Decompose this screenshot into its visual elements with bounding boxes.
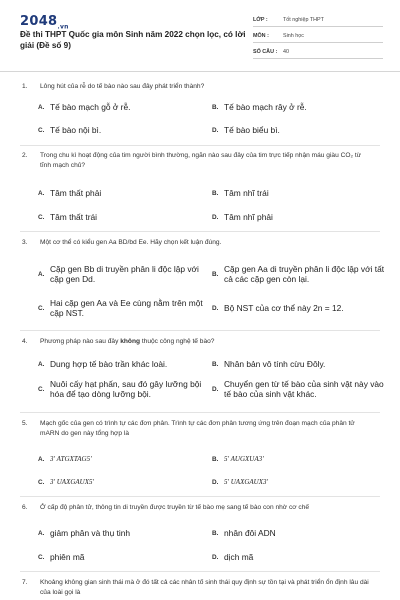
option-text: Dung hợp tế bào trần khác loài. bbox=[50, 359, 168, 369]
option-letter: A. bbox=[38, 189, 45, 197]
question-6-option-c[interactable] bbox=[38, 552, 84, 562]
option-text: Tế bào nội bì. bbox=[50, 125, 102, 135]
option-text: 5' UAXGAUX3' bbox=[224, 478, 269, 486]
option-text: 3' UAXGAUX5' bbox=[50, 478, 95, 486]
option-text: Tâm thất trái bbox=[50, 212, 98, 222]
question-text-pre: Phương pháp nào sau đây bbox=[40, 338, 121, 345]
question-divider bbox=[20, 330, 380, 331]
question-text-post: thuộc công nghệ tế bào? bbox=[140, 338, 215, 345]
question-1-stem bbox=[22, 82, 372, 92]
question-text: Trong chu kì hoạt động của tim người bình thường, ngăn nào sau đây của tim trực tiếp nhận máu giàu CO₂ từ tĩnh mạch chủ? bbox=[40, 152, 362, 169]
option-text: Cặp gen Aa di truyền phân li độc lập với tất cả các cặp gen còn lại. bbox=[224, 264, 385, 284]
option-text: Chuyển gen từ tế bào của sinh vật này vào tế bào của sinh vật khác. bbox=[224, 379, 384, 399]
option-letter: B. bbox=[212, 360, 219, 368]
option-letter: C. bbox=[38, 126, 45, 134]
question-number: 4. bbox=[22, 338, 28, 345]
question-5-stem bbox=[22, 419, 372, 439]
question-2-option-c[interactable] bbox=[38, 212, 97, 222]
question-2-option-d[interactable] bbox=[212, 212, 273, 222]
option-text: Cặp gen Bb di truyền phân li độc lập với cặp gen Dd. bbox=[50, 264, 199, 284]
option-text: Tế bào mạch rây ở rễ. bbox=[224, 102, 307, 112]
exam-header bbox=[0, 0, 400, 68]
option-letter: C. bbox=[38, 385, 45, 393]
option-text: Hai cặp gen Aa và Ee cùng nằm trên một cặp NST. bbox=[50, 298, 203, 318]
question-divider bbox=[20, 231, 380, 232]
question-1-option-c[interactable] bbox=[38, 125, 101, 135]
option-text: Tâm nhĩ phải bbox=[224, 212, 273, 222]
question-5-option-a[interactable] bbox=[38, 454, 92, 464]
option-text: 3' ATGXTAG5' bbox=[50, 455, 92, 463]
meta-row-class bbox=[253, 13, 383, 27]
option-letter: C. bbox=[38, 553, 45, 561]
option-text: nhân đôi ADN bbox=[224, 528, 276, 538]
question-6-option-d[interactable] bbox=[212, 552, 253, 562]
option-text: Bộ NST của cơ thể này 2n = 12. bbox=[224, 303, 344, 313]
header-divider bbox=[0, 71, 400, 72]
question-1-option-d[interactable] bbox=[212, 125, 280, 135]
question-5-option-c[interactable] bbox=[38, 477, 94, 487]
option-text: Tế bào mạch gỗ ở rễ. bbox=[50, 102, 131, 112]
option-letter: D. bbox=[212, 553, 219, 561]
question-1-option-b[interactable] bbox=[212, 102, 307, 112]
question-divider bbox=[20, 145, 380, 146]
question-6-option-a[interactable] bbox=[38, 528, 130, 538]
option-text: Tế bào biểu bì. bbox=[224, 125, 280, 135]
option-text: Tâm nhĩ trái bbox=[224, 188, 269, 198]
option-letter: D. bbox=[212, 126, 219, 134]
question-3-option-d[interactable] bbox=[212, 303, 344, 313]
question-divider bbox=[20, 571, 380, 572]
question-7-stem bbox=[22, 578, 372, 598]
option-text: dịch mã bbox=[224, 552, 254, 562]
meta-label: LỚP : bbox=[253, 16, 268, 23]
question-6-stem bbox=[22, 503, 372, 513]
option-letter: D. bbox=[212, 385, 219, 393]
exam-title: Đề thi THPT Quốc gia môn Sinh năm 2022 chọn lọc, có lời giải (Đề số 9) bbox=[20, 30, 246, 50]
meta-value: Tốt nghiệp THPT bbox=[283, 16, 324, 23]
question-text bbox=[40, 337, 370, 347]
question-4-stem bbox=[22, 337, 372, 347]
option-letter: B. bbox=[212, 455, 219, 463]
option-text: Nhân bản vô tính cừu Đôly. bbox=[224, 359, 326, 369]
option-letter: D. bbox=[212, 478, 219, 486]
question-4-option-b[interactable] bbox=[212, 359, 325, 369]
option-letter: B. bbox=[212, 189, 219, 197]
option-text: giảm phân và thụ tinh bbox=[50, 528, 131, 538]
option-text: Tâm thất phải bbox=[50, 188, 102, 198]
question-4-option-c[interactable] bbox=[38, 379, 208, 399]
option-text: Nuôi cấy hạt phấn, sau đó gây lưỡng bội hóa để tạo dòng lưỡng bội. bbox=[50, 379, 202, 399]
meta-label: MÔN : bbox=[253, 32, 269, 39]
option-text: phiên mã bbox=[50, 552, 85, 562]
question-divider bbox=[20, 496, 380, 497]
question-5-option-b[interactable] bbox=[212, 454, 264, 464]
question-text: Một cơ thể có kiểu gen Aa BD/bd Ee. Hãy chọn kết luận đúng. bbox=[40, 239, 222, 246]
option-letter: C. bbox=[38, 478, 45, 486]
question-text: Mạch gốc của gen có trình tự các đơn phân. Trình tự các đơn phân tương ứng trên đoạn mạch của phân tử mARN do gen này tổng hợp là bbox=[40, 420, 355, 437]
question-divider bbox=[20, 412, 380, 413]
question-3-stem bbox=[22, 238, 372, 248]
meta-row-count bbox=[253, 45, 383, 59]
question-4-option-d[interactable] bbox=[212, 379, 387, 399]
question-text: Ở cấp độ phân tử, thông tin di truyền được truyền từ tế bào mẹ sang tế bào con nhờ cơ chế bbox=[40, 504, 310, 511]
option-letter: A. bbox=[38, 360, 45, 368]
meta-value: 40 bbox=[283, 48, 289, 55]
meta-value: Sinh học bbox=[283, 32, 304, 39]
option-letter: D. bbox=[212, 213, 219, 221]
question-text: Lông hút của rễ do tế bào nào sau đây phát triển thành? bbox=[40, 83, 205, 90]
option-letter: D. bbox=[212, 304, 219, 312]
option-letter: A. bbox=[38, 270, 45, 278]
question-number: 2. bbox=[22, 152, 28, 159]
option-letter: A. bbox=[38, 455, 45, 463]
option-letter: B. bbox=[212, 103, 219, 111]
option-letter: B. bbox=[212, 270, 219, 278]
meta-row-subject bbox=[253, 29, 383, 43]
logo-sub: .vn bbox=[57, 23, 69, 31]
question-number: 7. bbox=[22, 579, 28, 586]
question-2-option-a[interactable] bbox=[38, 188, 101, 198]
option-letter: A. bbox=[38, 529, 45, 537]
question-2-option-b[interactable] bbox=[212, 188, 269, 198]
question-number: 5. bbox=[22, 420, 28, 427]
question-text-emphasis: không bbox=[120, 338, 141, 345]
logo-main: 2048 bbox=[20, 14, 58, 29]
meta-label: SỐ CÂU : bbox=[253, 48, 278, 55]
question-number: 3. bbox=[22, 239, 28, 246]
question-1-option-a[interactable] bbox=[38, 102, 130, 112]
question-5-option-d[interactable] bbox=[212, 477, 268, 487]
question-3-option-b[interactable] bbox=[212, 264, 387, 284]
question-4-option-a[interactable] bbox=[38, 359, 167, 369]
question-text: Khoảng không gian sinh thái mà ở đó tất cả các nhân tố sinh thái quy định sự tồn tại và phát triển ổn định lâu dài của loài gọi là bbox=[40, 579, 369, 596]
question-number: 6. bbox=[22, 504, 28, 511]
exam-meta bbox=[253, 13, 383, 61]
option-text: 5' AUGXUA3' bbox=[224, 455, 264, 463]
question-2-stem bbox=[22, 151, 372, 171]
option-letter: B. bbox=[212, 529, 219, 537]
option-letter: C. bbox=[38, 304, 45, 312]
option-letter: A. bbox=[38, 103, 45, 111]
question-3-option-c[interactable] bbox=[38, 298, 208, 318]
question-number: 1. bbox=[22, 83, 28, 90]
option-letter: C. bbox=[38, 213, 45, 221]
question-3-option-a[interactable] bbox=[38, 264, 208, 284]
question-6-option-b[interactable] bbox=[212, 528, 276, 538]
